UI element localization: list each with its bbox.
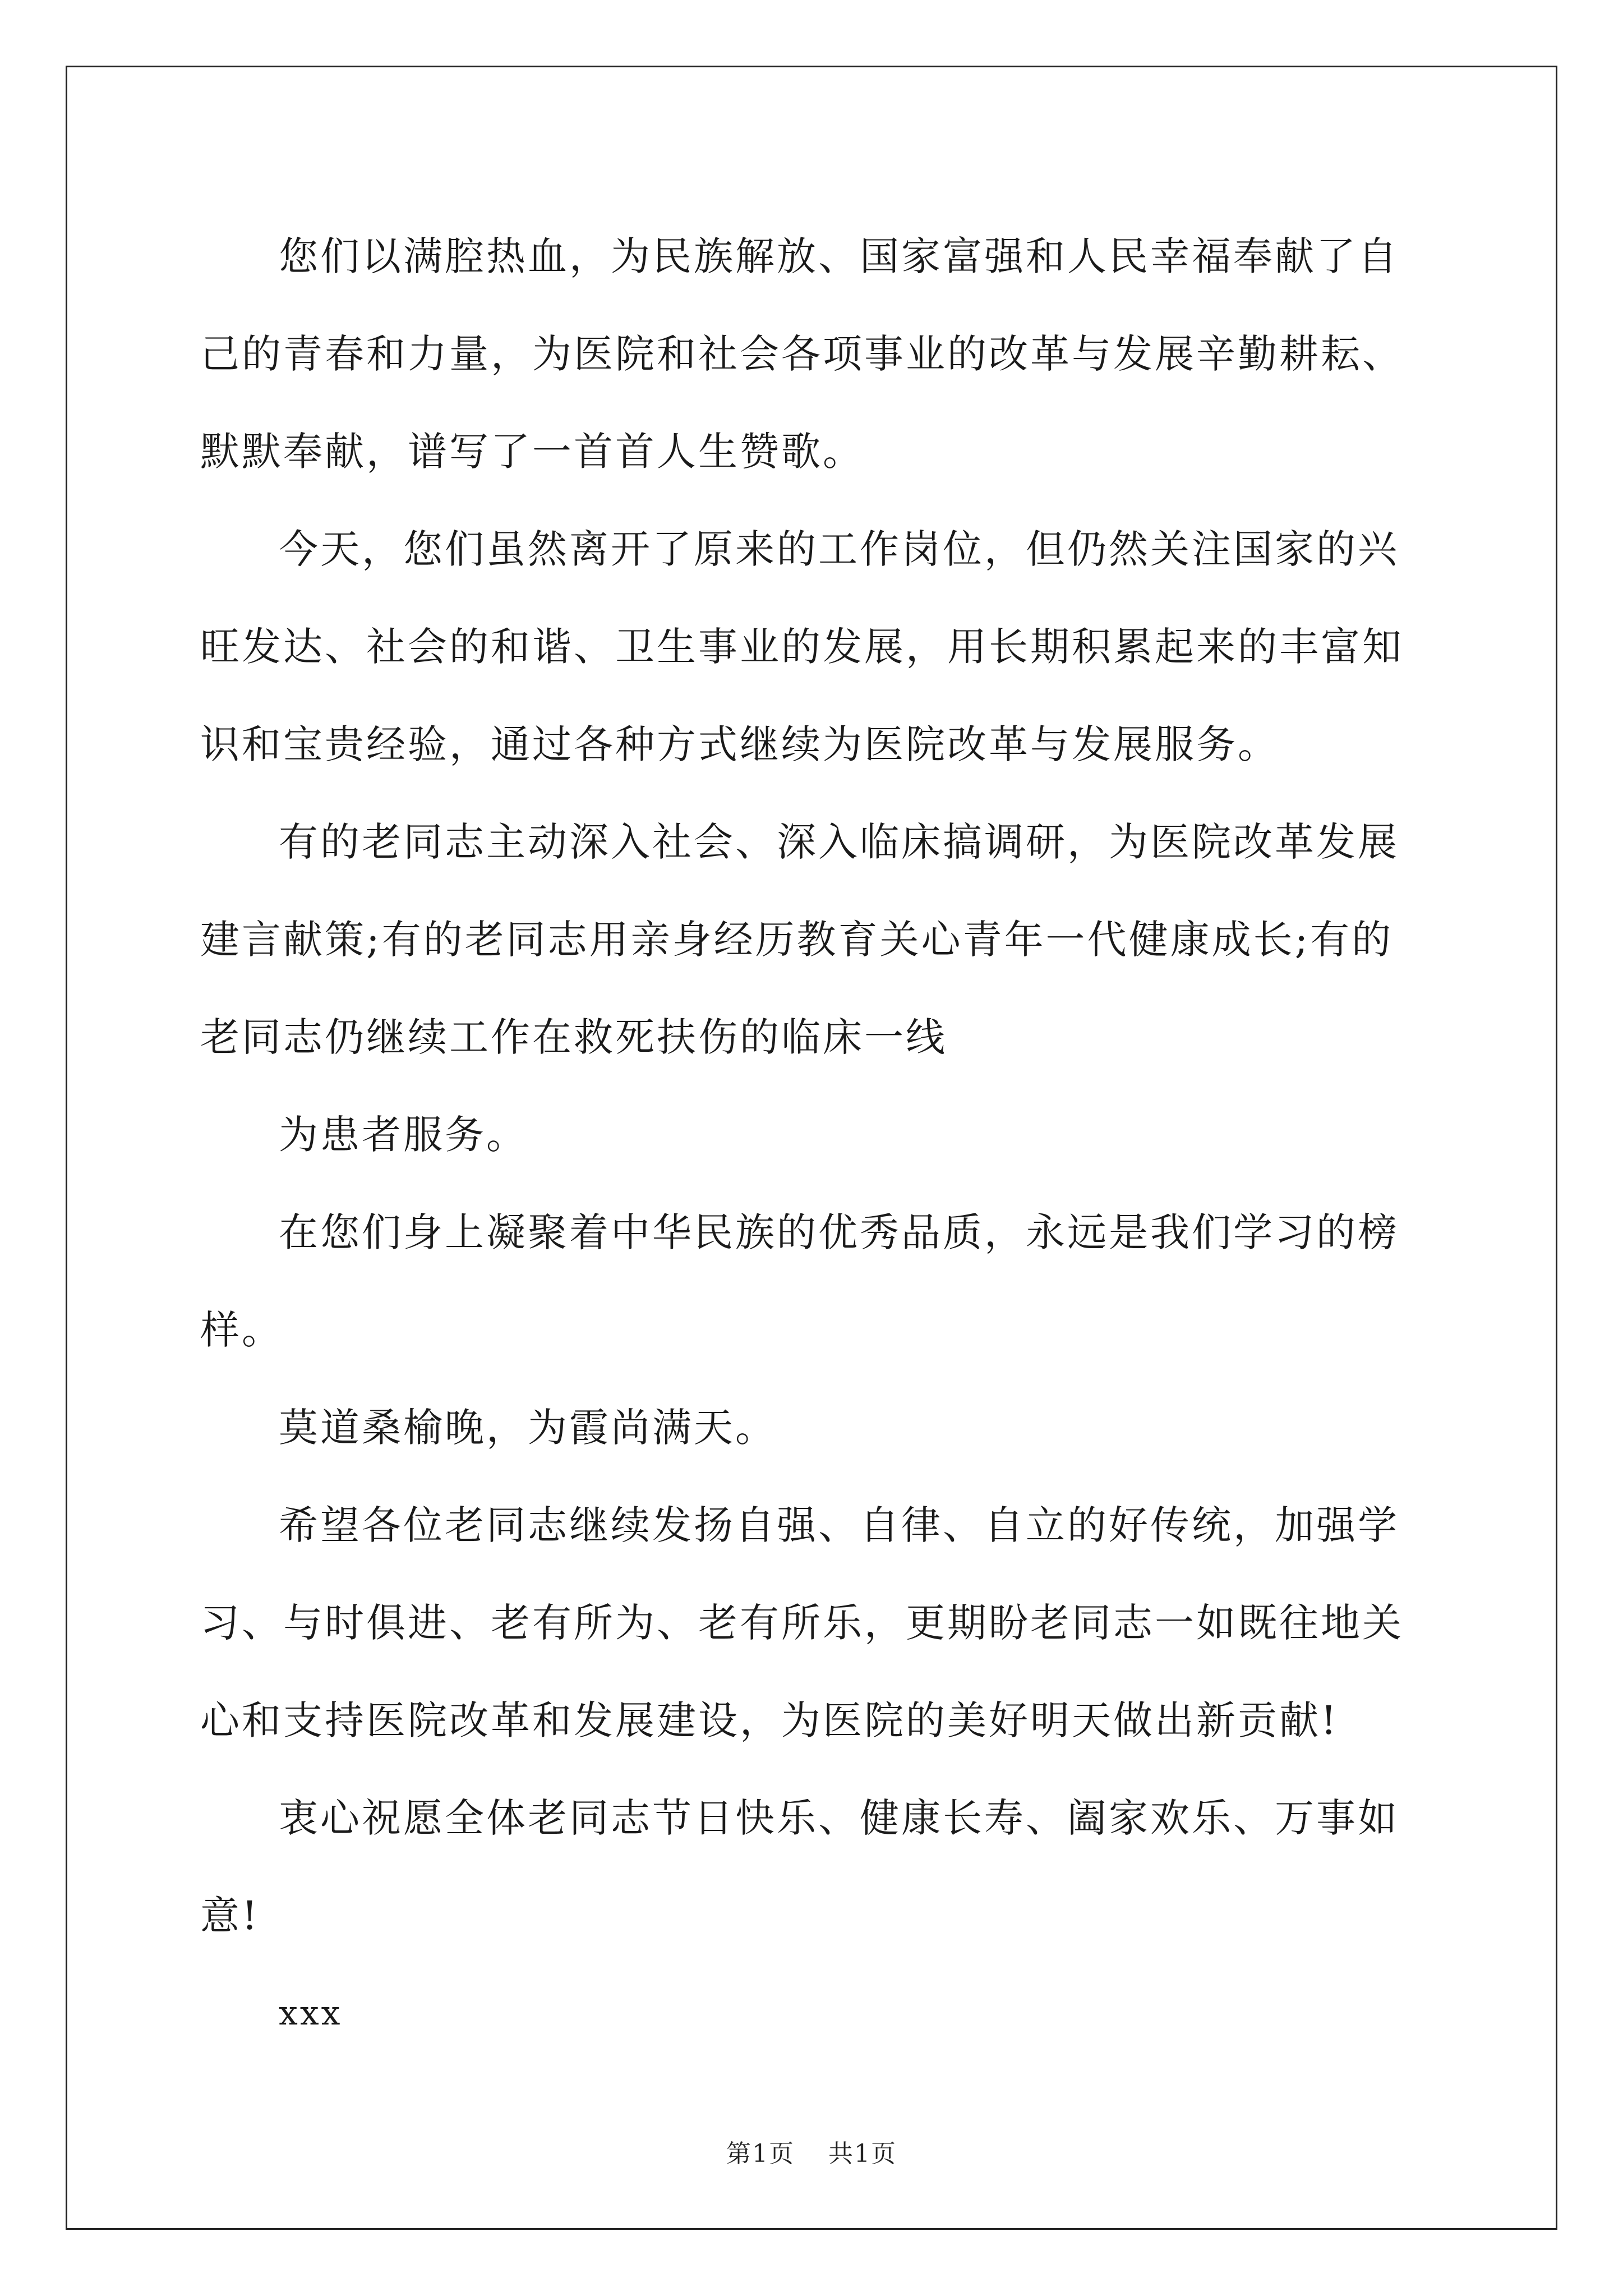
paragraph-contributions: 有的老同志主动深入社会、深入临床搞调研，为医院改革发展建言献策;有的老同志用亲身经历教育关心青年一代健康成长;有的老同志仍继续工作在救死扶伤的临床一线 xyxy=(200,819,1399,1060)
paragraph-dedication: 您们以满腔热血，为民族解放、国家富强和人民幸福奉献了自己的青春和力量，为医院和社会各项事业的改革与发展辛勤耕耘、默默奉献，谱写了一首首人生赞歌。 xyxy=(200,233,1404,475)
page-total: 共1页 xyxy=(828,2139,897,2168)
paragraph-serve-patients: 为患者服务。 xyxy=(279,1112,528,1158)
page-footer xyxy=(0,2137,1623,2171)
page-number: 第1页 xyxy=(726,2139,795,2168)
paragraph-continued-service: 今天，您们虽然离开了原来的工作岗位，但仍然关注国家的兴旺发达、社会的和谐、卫生事业的发展，用长期积累起来的丰富知识和宝贵经验，通过各种方式继续为医院改革与发展服务。 xyxy=(200,526,1404,767)
paragraph-wishes: 衷心祝愿全体老同志节日快乐、健康长寿、阖家欢乐、万事如意! xyxy=(200,1795,1399,1939)
document-body xyxy=(200,208,1428,2062)
paragraph-hopes: 希望各位老同志继续发扬自强、自律、自立的好传统，加强学习、与时俱进、老有所为、老有所乐，更期盼老同志一如既往地关心和支持医院改革和发展建设，为医院的美好明天做出新贡献! xyxy=(200,1502,1404,1743)
paragraph-poem-line: 莫道桑榆晚，为霞尚满天。 xyxy=(279,1405,777,1451)
paragraph-signature: xxx xyxy=(279,1994,343,2033)
paragraph-role-model: 在您们身上凝聚着中华民族的优秀品质，永远是我们学习的榜样。 xyxy=(200,1209,1399,1353)
